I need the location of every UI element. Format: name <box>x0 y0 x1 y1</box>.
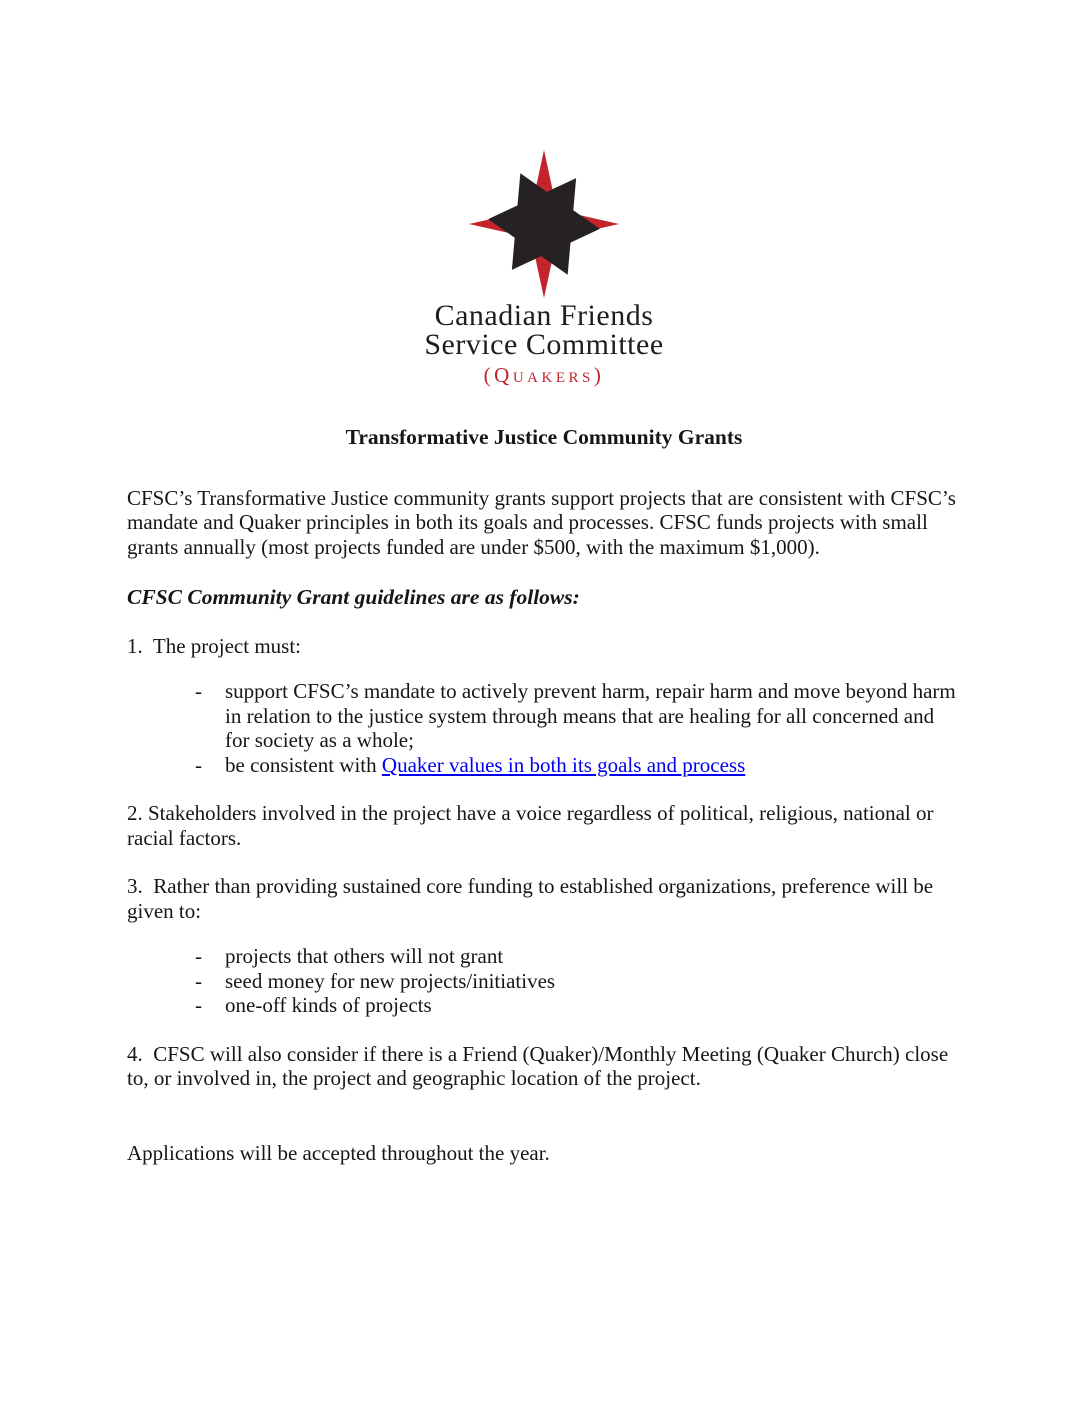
item3-bullet-list <box>127 944 961 1018</box>
list-item <box>127 993 961 1018</box>
bullet-dash: - <box>195 968 202 993</box>
org-name-line2: Service Committee <box>424 328 664 361</box>
item3-bullet2-text: seed money for new projects/initiatives <box>225 968 556 993</box>
document-body <box>0 425 1088 1165</box>
org-name-line1: Canadian Friends <box>434 299 654 332</box>
bullet-dash: - <box>195 944 202 968</box>
bullet-dash: - <box>195 993 202 1017</box>
item4-paragraph: 4. CFSC will also consider if there is a Friend (Quaker)/Monthly Meeting (Quaker Church) close to, or involved in, the project and geographic location of the project. <box>127 1041 954 1090</box>
item1-bullet2-prefix: be consistent with <box>225 752 382 777</box>
item1-label: 1. The project must: <box>127 633 301 658</box>
guidelines-heading: CFSC Community Grant guidelines are as follows: <box>127 585 580 609</box>
item3-bullet3-text: one-off kinds of projects <box>225 993 432 1017</box>
closing-paragraph: Applications will be accepted throughout the year. <box>127 1140 550 1165</box>
quaker-values-link[interactable]: Quaker values in both its goals and process <box>381 752 746 777</box>
item3-bullet1-text: projects that others will not grant <box>225 944 504 968</box>
intro-paragraph: CFSC’s Transformative Justice community grants support projects that are consistent with CFSC’s mandate and Quaker principles in both its goals and processes. CFSC funds projects with small grants annually (most projects funded are under $500, with the maximum $1,000). <box>127 485 962 559</box>
document-title: Transformative Justice Community Grants <box>345 425 743 449</box>
list-item <box>127 753 961 778</box>
bullet-dash: - <box>195 679 202 703</box>
cfsc-logo <box>0 0 1088 386</box>
item3-label: 3. Rather than providing sustained core funding to established organizations, preference will be given to: <box>127 874 939 923</box>
item1-bullet-list <box>127 679 961 777</box>
star-logo-icon <box>459 148 629 300</box>
item2-paragraph: 2. Stakeholders involved in the project have a voice regardless of political, religious, national or racial factors. <box>127 801 939 850</box>
list-item <box>127 944 961 969</box>
org-subtitle: (Quakers) <box>483 363 605 387</box>
list-item <box>127 679 961 753</box>
list-item <box>127 969 961 994</box>
item1-bullet1-text: support CFSC’s mandate to actively prevent harm, repair harm and move beyond harm in relation to the justice system through means that are healing for all concerned and for society as a whole; <box>225 679 956 752</box>
bullet-dash: - <box>195 752 202 777</box>
